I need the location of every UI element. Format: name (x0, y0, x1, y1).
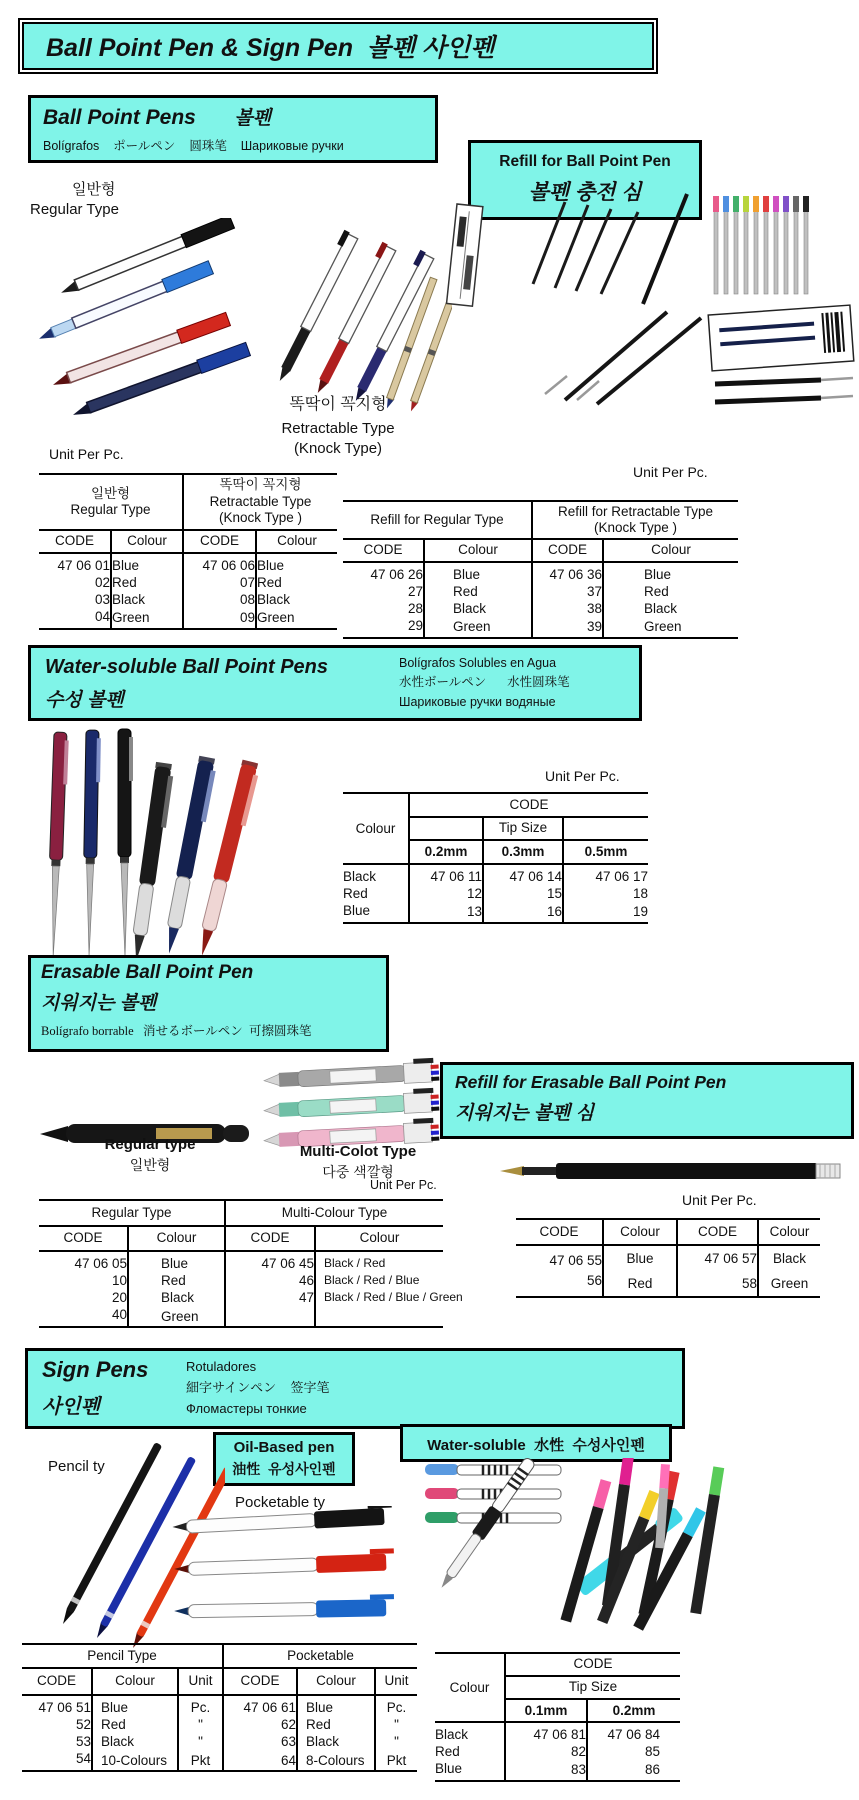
group-header-erasable-regular: Regular Type (39, 1200, 225, 1226)
code-cell: 09 (183, 608, 256, 629)
multicolour-pens-image (262, 1056, 442, 1148)
signpens-table (22, 1643, 417, 1772)
watersoluble-sign-box (400, 1424, 672, 1462)
group-header-pencil: Pencil Type (22, 1644, 223, 1668)
code-header: CODE (39, 1226, 128, 1251)
page-title: Ball Point Pen & Sign Pen 볼펜 사인펜 (46, 34, 495, 62)
refill-title-kr: 볼펜 충전 심 (528, 181, 642, 204)
code-cell: 12 (409, 885, 483, 902)
page-header-box (18, 18, 658, 74)
erasable-multi-label-en: Multi-Colot Type (299, 1143, 417, 1160)
unit-note-2: Unit Per Pc. (633, 464, 708, 480)
colour-cell: Blue (424, 562, 532, 583)
watersoluble-section-box (28, 645, 642, 721)
watersoluble-sign-table (435, 1652, 680, 1782)
group-header-erasable-multi: Multi-Colour Type (225, 1200, 443, 1226)
colour-header: Colour (92, 1668, 178, 1695)
code-header: CODE (505, 1653, 680, 1676)
watersoluble-lang-ru: Шариковые ручки водяные (399, 694, 556, 709)
group-header-regular (39, 474, 183, 530)
ballpoint-title: Ball Point Pens (43, 106, 196, 129)
ballpoint-languages: Bolígrafos ポールペン 圆珠笔 Шариковые ручки (43, 139, 344, 153)
size-header: 0.3mm (483, 840, 563, 864)
table-row (435, 1722, 680, 1743)
erasable-title-kr: 지워지는 볼펜 (41, 993, 157, 1014)
group-regular-kr: 일반형 (90, 485, 131, 501)
colour-cell: Red (256, 574, 337, 591)
code-cell: 39 (532, 617, 603, 638)
code-cell: 52 (75, 1717, 91, 1732)
colour-header: Colour (315, 1226, 443, 1251)
code-header: CODE (225, 1226, 315, 1251)
unit-header: Unit (178, 1668, 223, 1695)
colour-cell: Black / Red / Blue (315, 1272, 443, 1289)
code-cell: 27 (407, 583, 423, 599)
unit-cell: Pkt (375, 1750, 417, 1771)
unit-cell: " (178, 1733, 223, 1750)
colour-cell: Blue (92, 1695, 178, 1716)
code-cell: 20 (111, 1290, 127, 1305)
code-cell: 85 (587, 1743, 680, 1760)
watersoluble-sign-label: Water-soluble 水性 수성사인펜 (427, 1437, 645, 1454)
colour-cell: Blue (128, 1251, 225, 1272)
unit-cell: Pc. (375, 1695, 417, 1716)
unit-note-3: Unit Per Pc. (545, 768, 620, 784)
colour-cell: Green (256, 608, 337, 629)
code-cell: 47 06 45 (225, 1251, 315, 1272)
colour-cell: Black (256, 591, 337, 608)
code-cell: 47 06 57 (677, 1245, 758, 1271)
table-row (39, 1251, 443, 1272)
colour-header: Colour (256, 530, 337, 553)
code-cell: 18 (563, 885, 648, 902)
erasable-regular-label (80, 1136, 220, 1175)
colour-header: Colour (111, 530, 183, 553)
code-cell: 47 06 06 (183, 553, 256, 574)
colour-cell: Black (343, 868, 377, 884)
unit-cell: " (178, 1716, 223, 1733)
code-cell: 47 06 01 (57, 557, 110, 573)
retractable-label-knock: (Knock Type) (293, 439, 383, 457)
retractable-label-en: Retractable Type (281, 419, 395, 437)
code-cell: 47 06 26 (370, 566, 423, 582)
colour-header: Colour (297, 1668, 375, 1695)
colour-cell: Red (343, 885, 368, 901)
watersoluble-sign-pens-image (425, 1458, 737, 1652)
colour-cell: Blue (297, 1695, 375, 1716)
oil-based-label-en: Oil-Based pen (233, 1439, 335, 1456)
watersoluble-table (343, 792, 648, 924)
erasable-refill-image (498, 1156, 843, 1186)
code-cell: 86 (587, 1760, 680, 1781)
oil-based-label-kr: 油性 유성사인펜 (232, 1461, 336, 1477)
erasable-multi-label (278, 1143, 438, 1182)
regular-pens-image (30, 218, 275, 416)
code-cell: 16 (483, 902, 563, 923)
unit-note-1: Unit Per Pc. (49, 446, 124, 462)
colour-cell: Black (435, 1726, 469, 1742)
code-header: CODE (343, 539, 424, 562)
code-cell: 47 06 17 (563, 864, 648, 885)
erasable-refill-title-kr: 지워지는 볼펜 심 (455, 1103, 595, 1124)
code-cell: 82 (505, 1743, 587, 1760)
code-cell (225, 1306, 315, 1327)
colour-cell: Green (111, 608, 183, 629)
group-regular-en: Regular Type (70, 502, 151, 517)
colour-cell: 8-Colours (297, 1750, 375, 1771)
signpens-lang-ru: Фломастеры тонкие (186, 1400, 307, 1416)
colour-header: Colour (128, 1226, 225, 1251)
table-row (343, 583, 738, 600)
table-row (22, 1750, 417, 1771)
colour-cell: Red (111, 574, 183, 591)
table-row (343, 600, 738, 617)
code-cell: 47 06 55 (549, 1253, 602, 1268)
code-cell: 56 (586, 1273, 602, 1288)
group-header-refill-regular: Refill for Regular Type (343, 501, 532, 539)
unit-cell: Pc. (178, 1695, 223, 1716)
code-cell: 58 (677, 1271, 758, 1297)
colour-cell: Blue (435, 1760, 463, 1776)
code-cell: 47 06 11 (409, 864, 483, 885)
code-cell: 83 (505, 1760, 587, 1781)
table-row (22, 1733, 417, 1750)
group-refill-retractable-knock: (Knock Type ) (593, 520, 678, 535)
unit-cell: " (375, 1716, 417, 1733)
colour-cell: Red (92, 1716, 178, 1733)
colour-cell: Black (758, 1245, 820, 1271)
code-cell: 62 (223, 1716, 297, 1733)
tip-size-spacer (563, 817, 648, 840)
colour-cell: Blue (343, 902, 371, 918)
code-cell: 47 06 51 (38, 1700, 91, 1715)
code-cell: 07 (183, 574, 256, 591)
ballpoint-table (39, 473, 337, 630)
colour-cell: Red (297, 1716, 375, 1733)
group-header-retractable (183, 474, 337, 530)
colour-cell: Black (111, 591, 183, 608)
code-header: CODE (409, 793, 648, 817)
code-header: CODE (22, 1668, 92, 1695)
table-row (516, 1245, 820, 1271)
watersoluble-title-kr: 수성 볼펜 (45, 690, 124, 711)
table-row (22, 1695, 417, 1716)
code-cell: 63 (223, 1733, 297, 1750)
code-cell: 47 06 61 (223, 1695, 297, 1716)
colour-header: Colour (603, 539, 738, 562)
erasable-regular-label-kr: 일반형 (129, 1157, 171, 1173)
colour-header: Colour (603, 1219, 677, 1245)
regular-type-label-en: Regular Type (30, 201, 119, 219)
colour-cell: Black (603, 600, 738, 617)
size-header: 0.5mm (563, 840, 648, 864)
colour-header: Colour (435, 1653, 505, 1722)
pencil-type-label: Pencil ty (48, 1458, 105, 1475)
signpens-lang-es: Rotuladores (186, 1359, 257, 1374)
unit-note-5: Unit Per Pc. (682, 1192, 757, 1208)
erasable-title: Erasable Ball Point Pen (41, 962, 254, 983)
code-cell: 47 06 36 (532, 562, 603, 583)
colour-cell: Black / Red / Blue / Green (315, 1289, 443, 1306)
ballpoint-section-box (28, 95, 438, 163)
watersoluble-pens-image (30, 726, 310, 992)
watersoluble-lang-es: Bolígrafos Solubles en Agua (399, 656, 557, 670)
size-header: 0.1mm (505, 1699, 587, 1722)
code-header: CODE (677, 1219, 758, 1245)
tip-size-header: Tip Size (483, 817, 563, 840)
group-refill-retractable-en: Refill for Retractable Type (557, 503, 714, 519)
erasable-table (39, 1199, 463, 1328)
unit-cell: Pkt (178, 1750, 223, 1771)
erasable-refill-table (516, 1218, 820, 1298)
code-cell: 38 (532, 600, 603, 617)
colour-cell: Green (603, 617, 738, 638)
colour-cell: Black (128, 1289, 225, 1306)
refill-title: Refill for Ball Point Pen (499, 153, 671, 170)
table-row (343, 902, 648, 923)
colour-cell: Green (128, 1306, 225, 1327)
colour-cell: Red (603, 1271, 677, 1297)
colour-header: Colour (343, 793, 409, 864)
watersoluble-title: Water-soluble Ball Point Pens (45, 656, 329, 678)
pocketable-type-label: Pocketable ty (235, 1494, 326, 1511)
table-row (39, 591, 337, 608)
code-cell: 47 06 14 (483, 864, 563, 885)
colour-cell: Black (92, 1733, 178, 1750)
code-cell: 47 06 81 (505, 1722, 587, 1743)
code-header: CODE (183, 530, 256, 553)
unit-cell: " (375, 1733, 417, 1750)
table-row (39, 608, 337, 629)
code-header: CODE (532, 539, 603, 562)
retractable-label-kr: 똑딱이 꼭지형 (289, 396, 387, 413)
erasable-multi-label-kr: 다중 색깔형 (322, 1164, 394, 1180)
code-cell: 40 (111, 1307, 127, 1322)
code-cell: 13 (409, 902, 483, 923)
colour-cell: Black (297, 1733, 375, 1750)
group-retractable-knock: (Knock Type ) (218, 510, 303, 526)
table-row (343, 562, 738, 583)
pocketable-pens-image (172, 1506, 397, 1634)
code-cell: 02 (94, 574, 110, 590)
retractable-type-label (248, 394, 428, 459)
code-cell: 08 (183, 591, 256, 608)
erasable-section-box (28, 955, 389, 1052)
colour-cell: Red (128, 1272, 225, 1289)
colour-header: Colour (424, 539, 532, 562)
code-cell: 03 (94, 591, 110, 607)
regular-type-label-kr: 일반형 (72, 181, 116, 198)
colour-cell: 10-Colours (92, 1750, 178, 1771)
colour-cell: Blue (603, 1245, 677, 1271)
erasable-languages: Bolígrafo borrable 消せるボールペン 可擦圆珠笔 (41, 1024, 312, 1038)
tip-size-spacer (409, 817, 483, 840)
group-retractable-en: Retractable Type (209, 493, 312, 509)
colour-header: Colour (758, 1219, 820, 1245)
table-row (39, 574, 337, 591)
erasable-refill-section-box (440, 1062, 854, 1139)
table-row (39, 1289, 443, 1306)
refills-image (415, 188, 859, 408)
table-row (39, 553, 337, 574)
table-row (343, 617, 738, 638)
regular-type-label (30, 180, 119, 221)
table-row (435, 1743, 680, 1760)
colour-cell: Blue (111, 553, 183, 574)
signpens-title: Sign Pens (42, 1357, 149, 1382)
oil-based-box (213, 1432, 355, 1486)
table-row (39, 1272, 443, 1289)
table-row (343, 864, 648, 885)
erasable-regular-label-en: Regular type (104, 1136, 196, 1153)
signpens-section-box (25, 1348, 685, 1429)
colour-cell (315, 1306, 443, 1327)
refill-table (343, 500, 738, 639)
code-cell: 64 (223, 1750, 297, 1771)
tip-size-header: Tip Size (505, 1676, 680, 1699)
table-row (343, 885, 648, 902)
unit-header: Unit (375, 1668, 417, 1695)
code-cell: 04 (94, 608, 110, 624)
colour-cell: Black (424, 600, 532, 617)
code-cell: 15 (483, 885, 563, 902)
code-cell: 19 (563, 902, 648, 923)
colour-cell: Black / Red (315, 1251, 443, 1272)
code-cell: 37 (532, 583, 603, 600)
unit-note-4: Unit Per Pc. (370, 1178, 437, 1192)
code-cell: 47 06 84 (587, 1722, 680, 1743)
group-retractable-kr: 똑딱이 꼭지형 (219, 477, 302, 493)
code-cell: 47 06 05 (74, 1256, 127, 1271)
signpens-languages (186, 1357, 330, 1419)
code-cell: 46 (225, 1272, 315, 1289)
code-header: CODE (223, 1668, 297, 1695)
table-row (22, 1716, 417, 1733)
size-header: 0.2mm (587, 1699, 680, 1722)
colour-cell: Red (424, 583, 532, 600)
table-row (39, 1306, 443, 1327)
code-cell: 10 (111, 1273, 127, 1288)
code-header: CODE (516, 1219, 603, 1245)
group-header-refill-retractable (532, 501, 738, 539)
code-header: CODE (39, 530, 111, 553)
colour-cell: Blue (256, 553, 337, 574)
colour-cell: Green (424, 617, 532, 638)
colour-cell: Red (603, 583, 738, 600)
watersoluble-lang-jp-cn: 水性ボールペン 水性圆珠笔 (399, 675, 570, 690)
code-cell: 28 (407, 600, 423, 616)
colour-cell: Green (758, 1271, 820, 1297)
signpens-lang-jp-cn: 細字サインペン 签字笔 (186, 1379, 330, 1395)
code-cell: 53 (75, 1734, 91, 1749)
watersoluble-languages (399, 654, 570, 712)
ballpoint-title-kr: 볼펜 (234, 108, 272, 129)
code-cell: 29 (407, 617, 423, 633)
code-cell: 54 (75, 1751, 91, 1766)
erasable-refill-title: Refill for Erasable Ball Point Pen (455, 1072, 727, 1092)
signpens-title-kr: 사인펜 (42, 1396, 100, 1418)
code-cell: 47 (225, 1289, 315, 1306)
table-row (435, 1760, 680, 1781)
table-row (516, 1271, 820, 1297)
colour-cell: Blue (603, 562, 738, 583)
group-header-pocketable: Pocketable (223, 1644, 417, 1668)
colour-cell: Red (435, 1743, 460, 1759)
size-header: 0.2mm (409, 840, 483, 864)
